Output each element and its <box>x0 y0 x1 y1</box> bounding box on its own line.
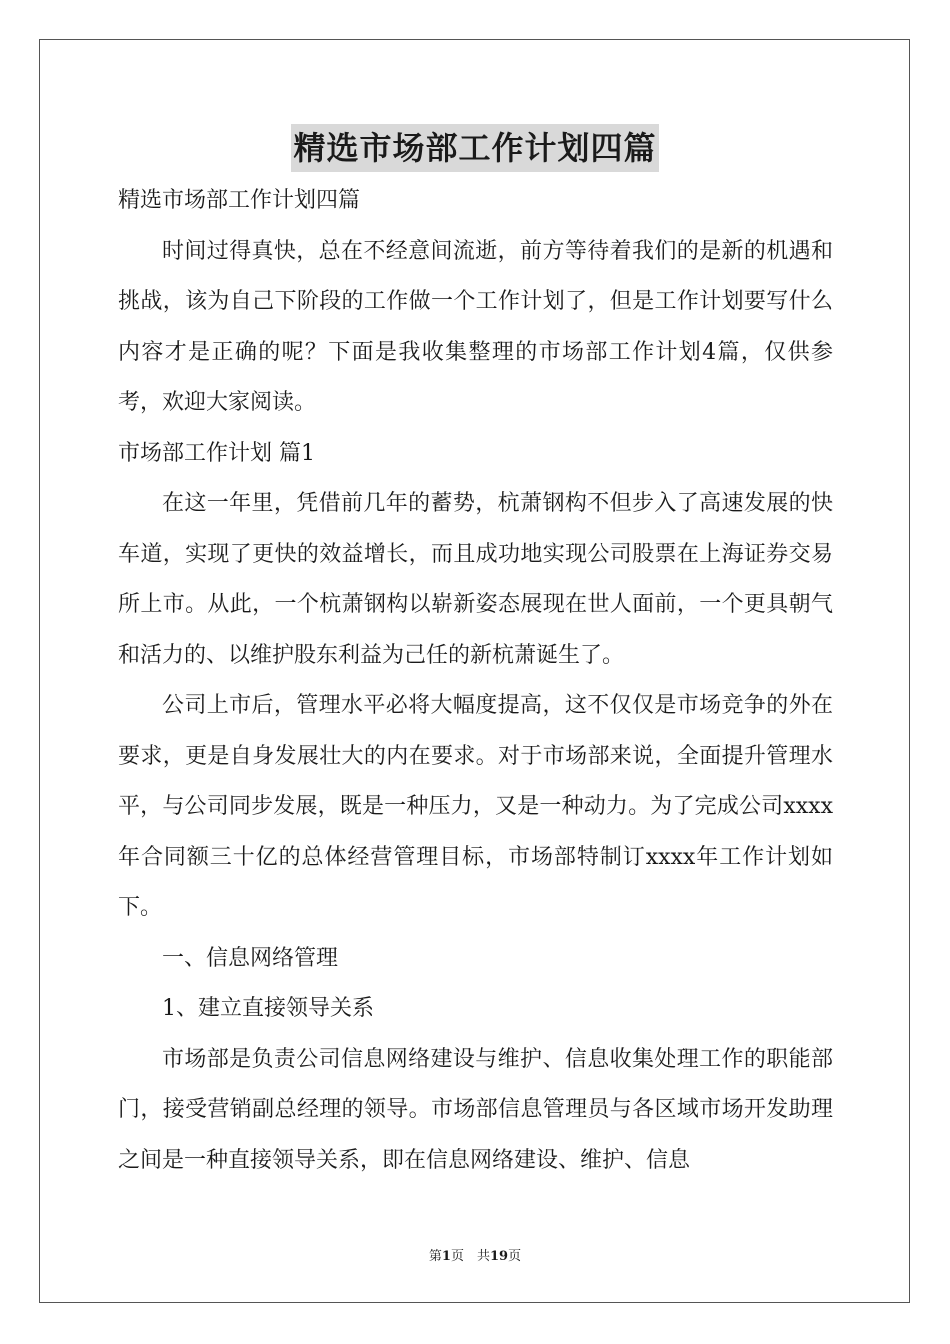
footer-page-number: 1 <box>441 1249 451 1264</box>
footer-prefix: 第 <box>428 1249 442 1264</box>
footer-page-total: 19 <box>489 1249 509 1264</box>
paragraph: 在这一年里，凭借前几年的蓄势，杭萧钢构不但步入了高速发展的快车道，实现了更快的效益增长，而且成功地实现公司股票在上海证券交易所上市。从此，一个杭萧钢构以崭新姿态展现在世人面前，一个更具朝气和活力的、以维护股东利益为己任的新杭萧诞生了。 <box>118 491 833 668</box>
page-footer <box>0 1245 950 1264</box>
paragraph: 公司上市后，管理水平必将大幅度提高，这不仅仅是市场竞争的外在要求，更是自身发展壮大的内在要求。对于市场部来说，全面提升管理水平，与公司同步发展，既是一种压力，又是一种动力。为了完成公司xxxx年合同额三十亿的总体经营管理目标，市场部特制订xxxx年工作计划如下。 <box>118 693 833 920</box>
paragraph: 时间过得真快，总在不经意间流逝，前方等待着我们的是新的机遇和挑战，该为自己下阶段的工作做一个工作计划了，但是工作计划要写什么内容才是正确的呢？下面是我收集整理的市场部工作计划4篇，仅供参考，欢迎大家阅读。 <box>118 238 833 415</box>
subsection-heading: 1、建立直接领导关系 <box>162 996 374 1021</box>
paragraph: 精选市场部工作计划四篇 <box>118 188 361 213</box>
title-container <box>0 124 950 172</box>
footer-suffix: 页 <box>508 1249 522 1264</box>
document-body <box>118 176 833 1186</box>
footer-mid: 页 共 <box>450 1249 490 1264</box>
subsection-heading: 一、信息网络管理 <box>162 945 339 971</box>
paragraph: 市场部是负责公司信息网络建设与维护、信息收集处理工作的职能部门，接受营销副总经理的领导。市场部信息管理员与各区域市场开发助理之间是一种直接领导关系，即在信息网络建设、维护、信息 <box>118 1046 833 1173</box>
section-heading: 市场部工作计划 篇1 <box>118 440 315 466</box>
document-title: 精选市场部工作计划四篇 <box>291 124 658 172</box>
